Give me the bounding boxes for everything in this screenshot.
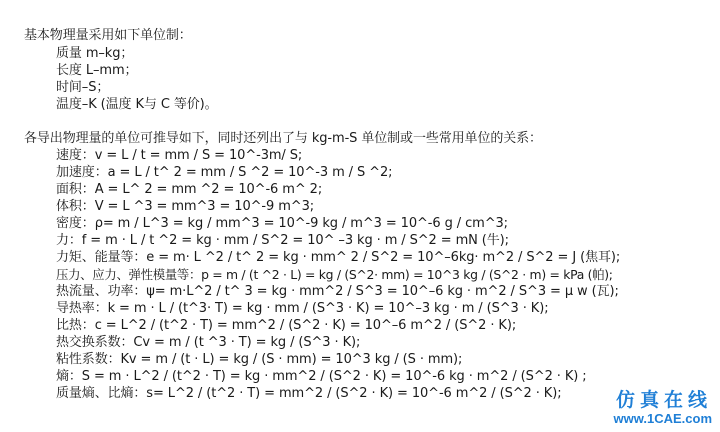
base-unit-time: 时间–S； (56, 80, 110, 95)
derived-unit-line: 体积：V = L ^3 = mm^3 = 10^-9 m^3; (56, 199, 315, 214)
derived-unit-line: 速度：v = L / t = mm / S = 10^-3m/ S; (56, 148, 303, 163)
base-unit-mass: 质量 m–kg； (56, 46, 134, 61)
derived-units-heading: 各导出物理量的单位可推导如下，同时还列出了与 kg-m-S 单位制或一些常用单位的关系： (24, 131, 542, 146)
site-watermark (600, 389, 712, 426)
derived-unit-line: 加速度：a = L / t^ 2 = mm / S ^2 = 10^-3 m / S ^2; (56, 165, 393, 180)
derived-unit-line: 力：f = m · L / t ^2 = kg · mm / S^2 = 10^ –3 kg · m / S^2 = mN (牛); (56, 233, 509, 248)
watermark-logo-text: 仿真在线 (615, 389, 712, 411)
derived-unit-line: 面积：A = L^ 2 = mm ^2 = 10^-6 m^ 2; (56, 182, 323, 197)
base-unit-length: 长度 L–mm； (56, 63, 138, 78)
watermark-url: www.1CAE.com (613, 411, 712, 426)
derived-unit-line: 比热：c = L^2 / (t^2 · T) = mm^2 / (S^2 · K) = 10^–6 m^2 / (S^2 · K); (56, 318, 517, 333)
derived-unit-line: 密度：ρ= m / L^3 = kg / mm^3 = 10^-9 kg / m^3 = 10^-6 g / cm^3; (56, 216, 508, 231)
derived-unit-line: 导热率：k = m · L / (t^3· T) = kg · mm / (S^3 · K) = 10^–3 kg · m / (S^3 · K); (56, 301, 549, 316)
derived-unit-line: 压力、应力、弹性模量等：p = m / (t ^2 · L) = kg / (S^2· mm) = 10^3 kg / (S^2 · m) = kPa (帕); (56, 267, 613, 282)
base-unit-temperature: 温度–K (温度 K与 C 等价)。 (56, 97, 218, 112)
derived-unit-line: 热交换系数：Cv = m / (t ^3 · T) = kg / (S^3 · K); (56, 335, 361, 350)
derived-unit-line: 质量熵、比熵：s= L^2 / (t^2 · T) = mm^2 / (S^2 · K) = 10^-6 m^2 / (S^2 · K); (56, 386, 562, 401)
base-units-heading: 基本物理量采用如下单位制： (24, 28, 192, 43)
derived-unit-line: 热流量、功率：ψ= m·L^2 / t^ 3 = kg · mm^2 / S^3 = 10^–6 kg · m^2 / S^3 = μ w (瓦); (56, 284, 619, 299)
derived-unit-line: 粘性系数：Kv = m / (t · L) = kg / (S · mm) = 10^3 kg / (S · mm); (56, 352, 463, 367)
derived-unit-line: 熵：S = m · L^2 / (t^2 · T) = kg · mm^2 / (S^2 · K) = 10^-6 kg · m^2 / (S^2 · K) ; (56, 369, 587, 384)
derived-unit-line: 力矩、能量等：e = m· L ^2 / t^ 2 = kg · mm^ 2 / S^2 = 10^–6kg· m^2 / S^2 = J (焦耳); (56, 250, 621, 265)
